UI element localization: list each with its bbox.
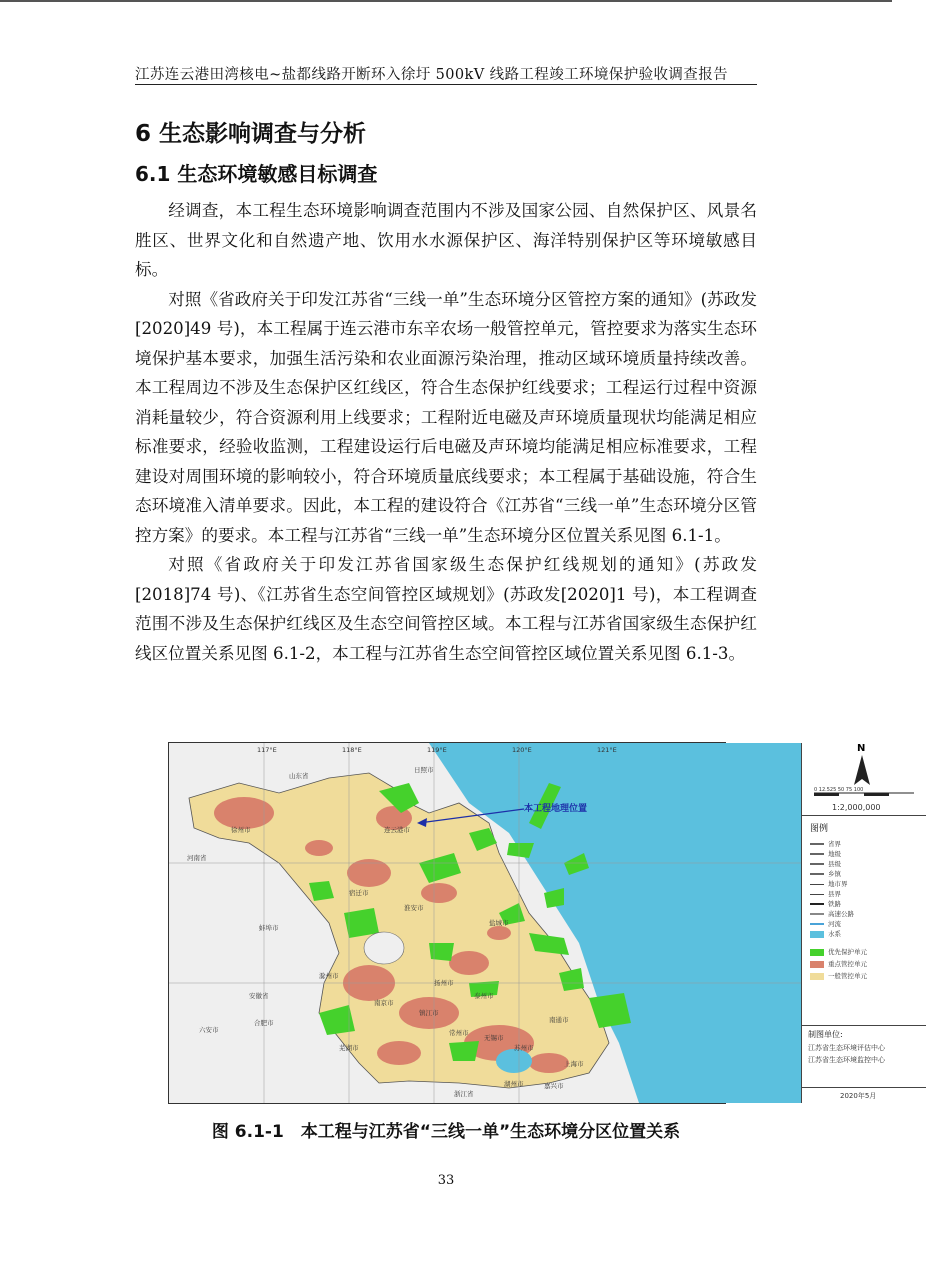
map-date: 2020年5月 (840, 1092, 877, 1100)
place-label: 苏州市 (514, 1044, 534, 1052)
producer-2: 江苏省生态环境监控中心 (808, 1056, 885, 1064)
place-label: 嘉兴市 (544, 1082, 564, 1090)
place-label: 泰州市 (474, 992, 494, 1000)
legend-zone-item: 重点管控单元 (810, 959, 867, 968)
north-arrow (854, 755, 870, 785)
place-label: 连云港市 (384, 826, 410, 834)
legend-item: 地市界 (810, 879, 848, 888)
section-heading: 6 生态影响调查与分析 (135, 121, 367, 147)
place-label: 上海市 (564, 1060, 584, 1068)
running-header: 江苏连云港田湾核电~盐都线路开断环入徐圩 500kV 线路工程竣工环境保护验收调查报告 (135, 67, 728, 83)
taihu-lake (496, 1049, 532, 1073)
map-legend (801, 743, 926, 1103)
zoning-map (168, 742, 885, 1104)
place-label: 蚌埠市 (259, 924, 279, 932)
place-label: 扬州市 (434, 979, 454, 987)
legend-item: 县界 (810, 889, 841, 898)
place-label: 徐州市 (231, 826, 251, 834)
body-text (135, 196, 757, 668)
place-label: 盐城市 (489, 919, 509, 927)
producer-label: 制图单位: (808, 1030, 843, 1039)
paragraph-2: 对照《省政府关于印发江苏省“三线一单”生态环境分区管控方案的通知》(苏政发[2020]49 号)，本工程属于连云港市东辛农场一般管控单元，管控要求为落实生态环境保护基本要求，加强生活污染和农业面源污染治理，推动区域环境质量持续改善。本工程周边不涉及生态保护区红线区，符合生态保护红线要求；工程运行过程中资源消耗量较少，符合资源利用上线要求；工程附近电磁及声环境质量现状均能满足相应标准要求，经验收监测，工程建设运行后电磁及声环境均能满足相应标准要求，工程建设对周围环境的影响较小，符合环境质量底线要求；本工程属于基础设施，符合生态环境准入清单要求。因此，本工程的建设符合《江苏省“三线一单”生态环境分区管控方案》的要求。本工程与江苏省“三线一单”生态环境分区位置关系见图 6.1-1。 (135, 289, 757, 545)
legend-item: 河流 (810, 919, 841, 928)
lake (364, 932, 404, 964)
legend-item: 地级 (810, 849, 841, 858)
lon-label-3: 119°E (427, 746, 447, 754)
place-label: 淮安市 (404, 904, 424, 912)
north-label: N (857, 743, 866, 754)
legend-zone-item: 一般管控单元 (810, 971, 867, 980)
legend-item: 铁路 (810, 899, 841, 908)
place-label: 滁州市 (319, 972, 339, 980)
place-label: 南通市 (549, 1016, 569, 1024)
annotation-label: 本工程地理位置 (524, 804, 588, 814)
lon-label-5: 121°E (597, 746, 617, 754)
legend-item: 水系 (810, 929, 841, 938)
place-label: 浙江省 (454, 1090, 474, 1098)
legend-item: 乡镇 (810, 869, 841, 878)
top-border (0, 0, 892, 2)
producer-1: 江苏省生态环境评估中心 (808, 1044, 885, 1052)
place-label: 湖州市 (504, 1080, 524, 1088)
legend-item: 高速公路 (810, 909, 854, 918)
scale-ticks: 0 12.525 50 75 100 (814, 787, 864, 793)
lon-label-4: 120°E (512, 746, 532, 754)
place-label: 宿迁市 (349, 889, 369, 897)
place-label: 芜湖市 (339, 1044, 359, 1052)
lon-label-2: 118°E (342, 746, 362, 754)
scale-text: 1:2,000,000 (832, 803, 881, 812)
place-label: 山东省 (289, 772, 309, 780)
legend-item: 县级 (810, 859, 841, 868)
place-label: 镇江市 (419, 1009, 439, 1017)
legend-zone-item: 优先保护单元 (810, 947, 867, 956)
subsection-heading: 6.1 生态环境敏感目标调查 (135, 162, 378, 186)
lon-label-1: 117°E (257, 746, 277, 754)
place-label: 六安市 (199, 1026, 219, 1034)
place-label: 无锡市 (484, 1034, 504, 1042)
place-label: 南京市 (374, 999, 394, 1007)
legend-title: 图例 (810, 824, 829, 834)
place-label: 安徽省 (249, 992, 269, 1000)
paragraph-1: 经调查，本工程生态环境影响调查范围内不涉及国家公园、自然保护区、风景名胜区、世界文化和自然遗产地、饮用水水源保护区、海洋特别保护区等环境敏感目标。 (135, 201, 757, 279)
figure-caption: 图 6.1-1 本工程与江苏省“三线一单”生态环境分区位置关系 (211, 1122, 681, 1142)
paragraph-3: 对照《省政府关于印发江苏省国家级生态保护红线规划的通知》(苏政发[2018]74 号)、《江苏省生态空间管控区域规划》(苏政发[2020]1 号)，本工程调查范围不涉及生态保护红线区及生态空间管控区域。本工程与江苏省国家级生态保护红线区位置关系见图 6.1-2，本工程与江苏省生态空间管控区域位置关系见图 6.1-3。 (135, 555, 757, 663)
place-label: 日照市 (414, 766, 434, 774)
legend-item: 省界 (810, 839, 841, 848)
page-number: 33 (437, 1173, 455, 1188)
header-rule (135, 84, 757, 85)
place-label: 河南省 (187, 854, 207, 862)
place-label: 常州市 (449, 1029, 469, 1037)
place-label: 合肥市 (254, 1019, 274, 1027)
